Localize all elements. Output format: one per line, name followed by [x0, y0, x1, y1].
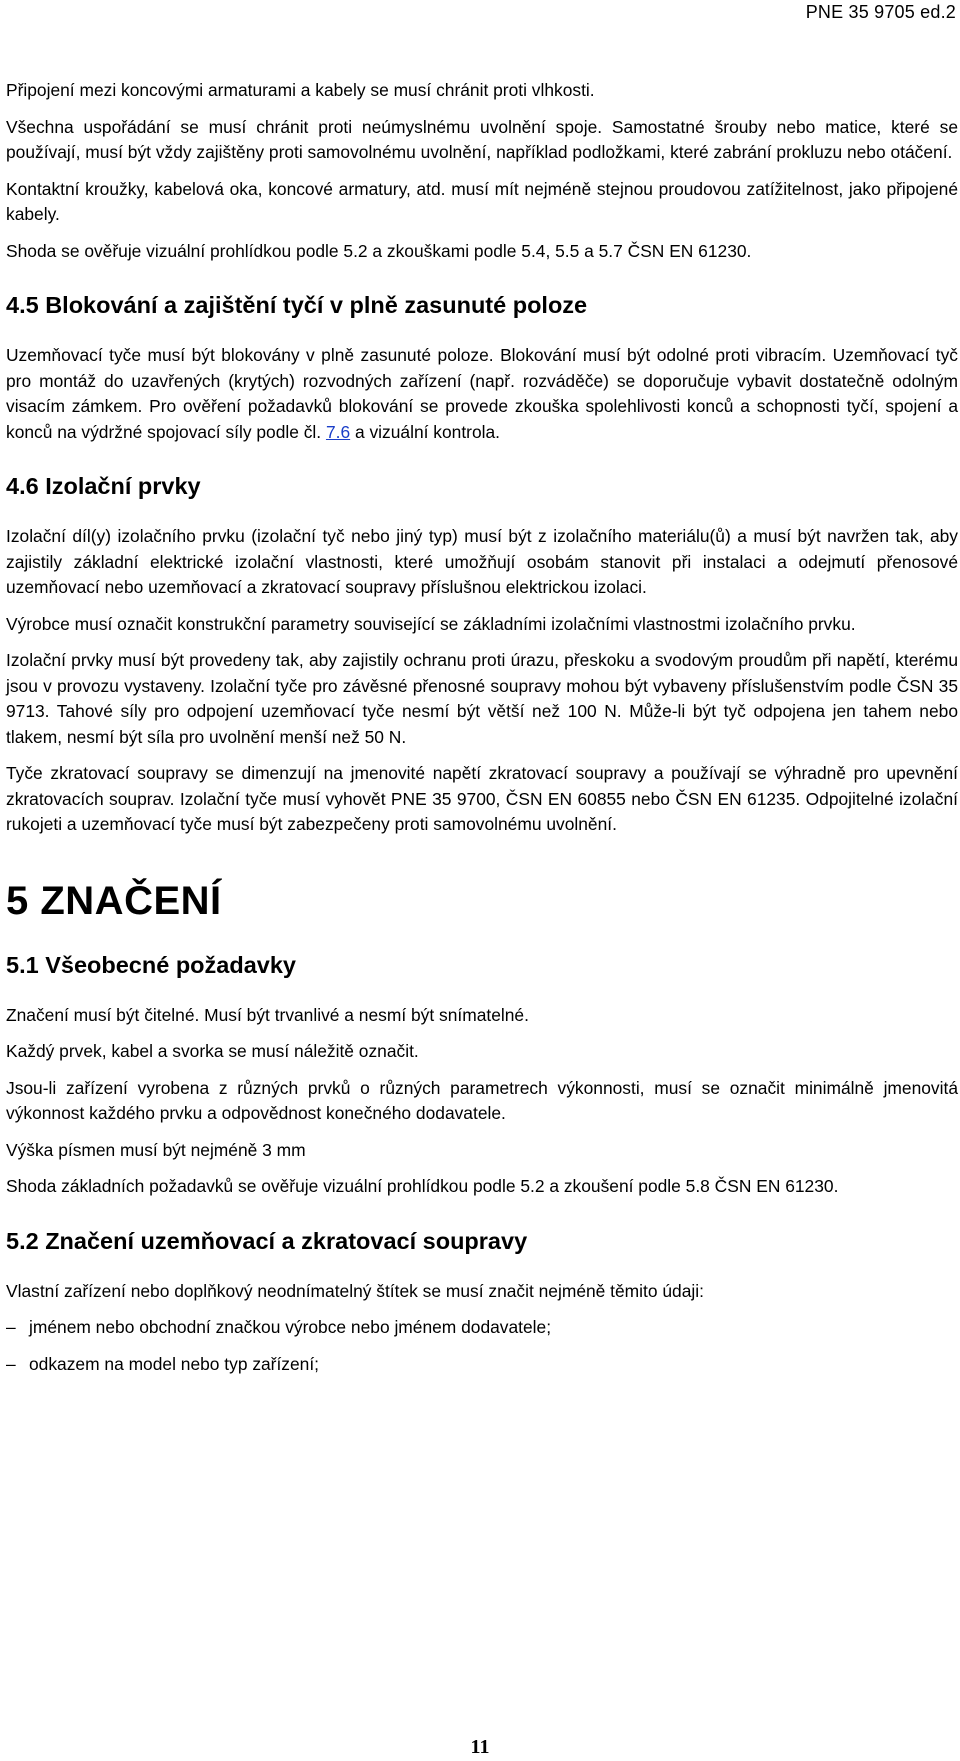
section-heading-4-5: 4.5 Blokování a zajištění tyčí v plně zasunuté poloze: [6, 292, 588, 318]
paragraph-current-capacity: Kontaktní kroužky, kabelová oka, koncové armatury, atd. musí mít nejméně stejnou proudovou zatížitelnost, jako připojené kabely.: [6, 178, 958, 224]
paragraph-basic-conformity: Shoda základních požadavků se ověřuje vizuální prohlídkou podle 5.2 a zkoušení podle 5.8 ČSN EN 61230.: [6, 1176, 839, 1196]
list-item: [6, 1315, 958, 1341]
paragraph-conformity-check: Shoda se ověřuje vizuální prohlídkou podle 5.2 a zkouškami podle 5.4, 5.5 a 5.7 ČSN EN 61230.: [6, 240, 752, 261]
section-heading-5-1: 5.1 Všeobecné požadavky: [6, 951, 296, 978]
paragraph-manufacturer-parameters: Výrobce musí označit konstrukční parametry související se základními izolačními vlastnostmi izolačního prvku.: [6, 613, 856, 634]
dash-bullet: –: [6, 1317, 16, 1337]
section-heading-4-6: 4.6 Izolační prvky: [6, 473, 201, 499]
paragraph-insulating-parts: Izolační díl(y) izolačního prvku (izolační tyč nebo jiný typ) musí být z izolačního materiálu(ů) a musí být navržen tak, aby zajistily základní elektrické izolační vlastnosti, které umožňují osobám stanovit při instalaci a odejmutí přenosové uzemňovací nebo uzemňovací a zkratovací soupravy příslušnou elektrickou izolaci.: [6, 526, 958, 597]
paragraph-letter-height: Výška písmen musí být nejméně 3 mm: [6, 1139, 306, 1160]
paragraph-loosening-protection: Všechna uspořádání se musí chránit proti neúmyslnému uvolnění spoje. Samostatné šrouby nebo matice, které se používají, musí být vždy zajištěny proti samovolnému uvolnění, například podložkami, které zabrání prokluzu nebo otáčení.: [6, 116, 958, 162]
paragraph-rod-locking: [6, 343, 958, 445]
paragraph-moisture-protection: Připojení mezi koncovými armaturami a kabely se musí chránit proti vlhkosti.: [6, 80, 595, 100]
paragraph-short-circuit-rods: Tyče zkratovací soupravy se dimenzují na jmenovité napětí zkratovací soupravy a používají se výhradně pro upevnění zkratovacích souprav. Izolační tyče musí vyhovět PNE 35 9700, ČSN EN 60855 nebo ČSN EN 61235. Odpojitelné izolační rukojeti a uzemňovací tyče musí být zabezpečeny proti samovolnému uvolnění.: [6, 763, 958, 834]
marking-list: [6, 1315, 958, 1377]
dash-bullet: –: [6, 1353, 16, 1374]
list-item-text: jménem nebo obchodní značkou výrobce nebo jménem dodavatele;: [29, 1317, 552, 1337]
document-identifier: PNE 35 9705 ed.2: [805, 2, 956, 22]
rod-locking-text: Uzemňovací tyče musí být blokovány v plně zasunuté poloze. Blokování musí být odolné proti vibracím. Uzemňovací tyč pro montáž do uzavřených (krytých) rozvodných zařízení (např. rozváděče) se doporučuje vybavit dostatečně odolným visacím zámkem. Pro ověření požadavků blokování se provede zkouška spolehlivosti konců a schopnosti tyčí, spojení a konců na výdržné spojovací síly podle čl.: [6, 345, 958, 442]
paragraph-marking-performance: Jsou-li zařízení vyrobena z různých prvků o různých parametrech výkonnosti, musí se označit minimálně jmenovitá výkonnost každého prvku a odpovědnost konečného dodavatele.: [6, 1077, 958, 1123]
list-item: [6, 1352, 958, 1378]
paragraph-marking-each-element: Každý prvek, kabel a svorka se musí náležitě označit.: [6, 1041, 419, 1061]
chapter-heading-5: 5 ZNAČENÍ: [6, 878, 222, 923]
list-item-text: odkazem na model nebo typ zařízení;: [29, 1353, 320, 1374]
section-heading-5-2: 5.2 Značení uzemňovací a zkratovací soupravy: [6, 1227, 528, 1254]
rod-locking-text-end: a vizuální kontrola.: [350, 421, 500, 442]
document-body: [6, 78, 958, 1388]
paragraph-marking-legible: Značení musí být čitelné. Musí být trvanlivé a nesmí být snímatelné.: [6, 1004, 529, 1025]
clause-link-7-6[interactable]: 7.6: [325, 421, 351, 442]
page-number: 11: [470, 1736, 490, 1758]
paragraph-insulating-protection: Izolační prvky musí být provedeny tak, aby zajistily ochranu proti úrazu, přeskoku a svodovým proudům při napětí, kterému jsou v provozu vystaveny. Izolační tyče pro závěsné přenosné soupravy mohou být vybaveny příslušenstvím podle ČSN 35 9713. Tahové síly pro odpojení uzemňovací tyče nesmí být větší než 100 N. Může-li být tyč odpojena jen tahem nebo tlakem, nesmí být síla pro uvolnění menší než 50 N.: [6, 650, 958, 747]
paragraph-label-requirements: Vlastní zařízení nebo doplňkový neodnímatelný štítek se musí značit nejméně těmito údaji:: [6, 1280, 704, 1301]
